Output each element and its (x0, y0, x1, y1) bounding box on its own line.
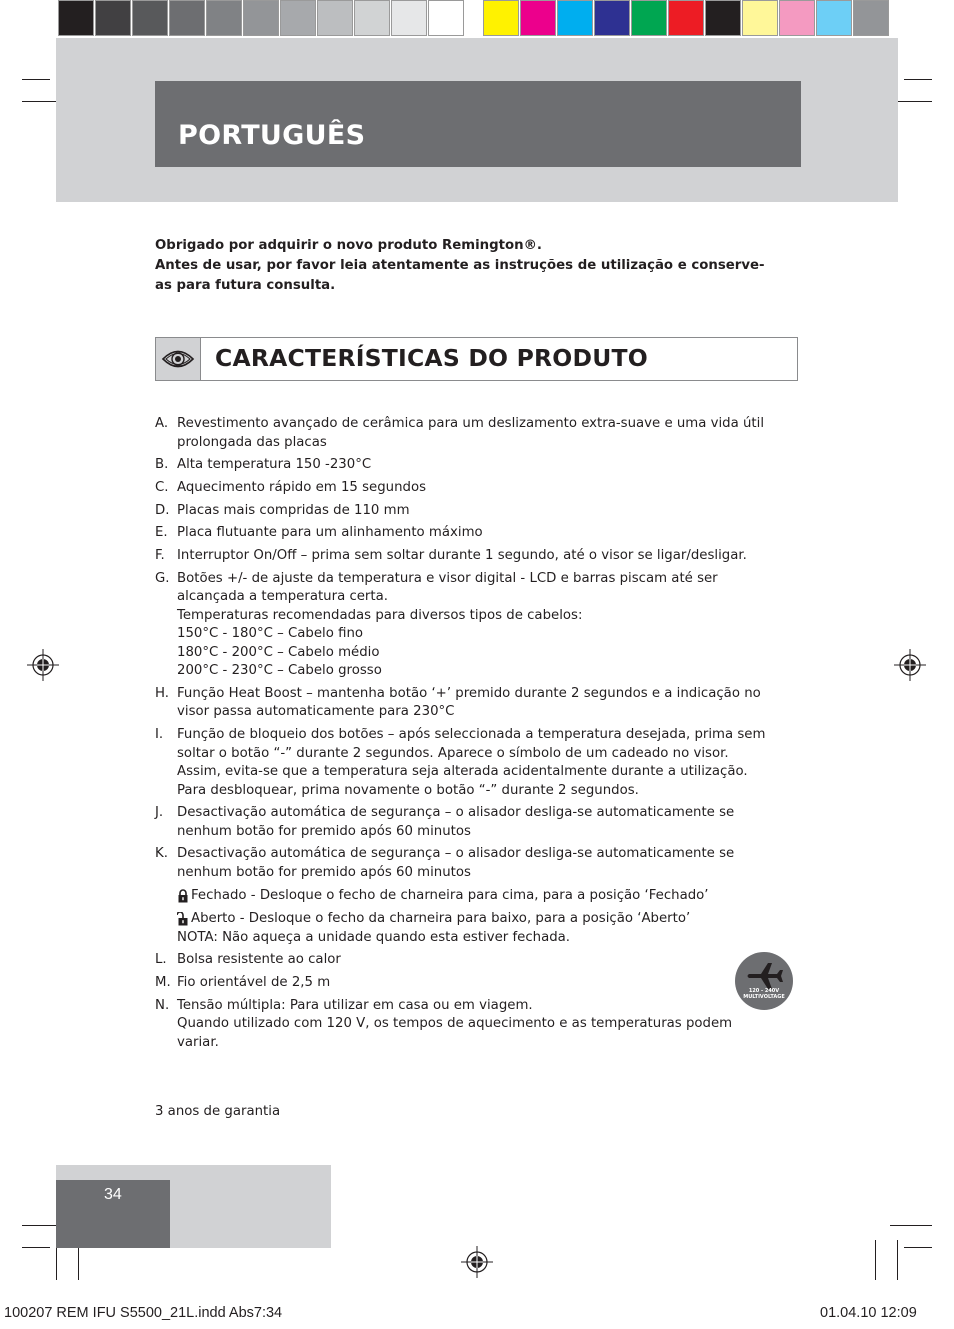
list-item (155, 502, 780, 521)
list-item-letter: C. (155, 479, 169, 495)
list-item-text: Botões +/- de ajuste da temperatura e visor digital - LCD e barras piscam até ser (177, 570, 718, 586)
list-item-letter: D. (155, 502, 170, 518)
list-item (155, 547, 780, 566)
multivoltage-badge (735, 952, 793, 1010)
list-item-text: nenhum botão for premido após 60 minutos (177, 823, 471, 839)
color-swatch (816, 0, 852, 36)
list-item-letter: N. (155, 997, 170, 1013)
color-swatch (58, 0, 94, 36)
list-item-letter: B. (155, 457, 169, 473)
registration-mark-icon (27, 649, 59, 681)
list-item-text: Desactivação automática de segurança – o alisador desliga-se automaticamente se (177, 805, 735, 821)
intro-line: as para futura consulta. (155, 278, 336, 293)
color-swatch (280, 0, 316, 36)
list-item-text: prolongada das placas (177, 434, 327, 450)
list-item (155, 845, 780, 882)
intro-text (155, 236, 785, 296)
crop-mark (904, 1247, 932, 1248)
list-item-letter: G. (155, 570, 170, 586)
color-swatch (668, 0, 704, 36)
list-item-text: nenhum botão for premido após 60 minutos (177, 864, 471, 880)
list-item-text: Interruptor On/Off – prima sem soltar durante 1 segundo, até o visor se ligar/desligar. (177, 547, 747, 563)
list-item-text: 150°C - 180°C – Cabelo fino (177, 626, 364, 642)
list-item (155, 415, 780, 452)
list-item-text: visor passa automaticamente para 230°C (177, 704, 455, 720)
color-swatch (520, 0, 556, 36)
crop-mark (22, 79, 50, 80)
color-swatch (705, 0, 741, 36)
list-item (155, 479, 780, 498)
color-swatch (428, 0, 464, 36)
list-item-text: Função Heat Boost – mantenha botão ‘+’ premido durante 2 segundos e a indicação no (177, 685, 761, 701)
list-item-letter: A. (155, 416, 169, 431)
page-title: PORTUGUÊS (178, 120, 366, 151)
list-item-letter: J. (155, 805, 164, 821)
color-swatch (132, 0, 168, 36)
lock-open-icon (177, 912, 189, 926)
list-item (155, 804, 780, 841)
color-swatch (483, 0, 519, 36)
list-item-text: Alta temperatura 150 -230°C (177, 457, 372, 473)
list-item-text: alcançada a temperatura certa. (177, 589, 388, 605)
list-item (155, 726, 780, 800)
list-item-text: soltar o botão “-” durante 2 segundos. Aparece o símbolo de um cadeado no visor. (177, 745, 729, 761)
list-item-text: 200°C - 230°C – Cabelo grosso (177, 663, 382, 679)
color-swatch (206, 0, 242, 36)
list-item-text: Desactivação automática de segurança – o alisador desliga-se automaticamente se (177, 846, 735, 862)
badge-label: MULTIVOLTAGE (743, 994, 785, 1000)
list-item-letter: E. (155, 525, 168, 541)
color-swatch (631, 0, 667, 36)
list-item (155, 456, 780, 475)
list-item (155, 685, 780, 722)
list-item-text: Bolsa resistente ao calor (177, 952, 341, 968)
airplane-icon (735, 952, 793, 1010)
intro-line: Antes de usar, por favor leia atentamente as instruções de utilização e conserve- (155, 258, 765, 273)
feature-list (155, 415, 780, 1056)
lock-closed-text: Fechado - Desloque o fecho de charneira para cima, para a posição ‘Fechado’ (191, 887, 709, 903)
list-item (155, 524, 780, 543)
list-item-text: Aquecimento rápido em 15 segundos (177, 479, 427, 495)
color-swatch (354, 0, 390, 36)
list-item (155, 570, 780, 681)
list-item (155, 997, 780, 1053)
list-item-letter: F. (155, 547, 165, 563)
color-swatch (169, 0, 205, 36)
crop-mark (904, 79, 932, 80)
list-item-text: Placa flutuante para um alinhamento máximo (177, 525, 483, 541)
color-swatch (317, 0, 353, 36)
color-swatch (391, 0, 427, 36)
section-title: CARACTERÍSTICAS DO PRODUTO (215, 344, 648, 372)
list-item (177, 887, 780, 906)
file-slug: 100207 REM IFU S5500_21L.indd Abs7:34 (4, 1305, 283, 1321)
list-item-text: Temperaturas recomendadas para diversos tipos de cabelos: (177, 607, 583, 623)
list-item-text: Revestimento avançado de cerâmica para um deslizamento extra-suave e uma vida útil (177, 416, 765, 431)
lock-instructions (155, 887, 780, 948)
crop-mark (890, 1225, 932, 1226)
page-number: 34 (104, 1186, 122, 1203)
registration-mark-icon (461, 1246, 493, 1278)
lock-open-text: Aberto - Desloque o fecho da charneira para baixo, para a posição ‘Aberto’ (191, 911, 691, 927)
list-item-text: Placas mais compridas de 110 mm (177, 502, 410, 518)
section-icon-cell (156, 338, 201, 380)
crop-mark (22, 1247, 50, 1248)
warranty-text: 3 anos de garantia (155, 1104, 281, 1119)
intro-line: Obrigado por adquirir o novo produto Remington®. (155, 238, 542, 253)
list-item (155, 951, 780, 970)
lock-note: NOTA: Não aqueça a unidade quando esta estiver fechada. (177, 929, 571, 945)
list-item-text: Assim, evita-se que a temperatura seja alterada acidentalmente durante a utilização. (177, 764, 748, 779)
lock-closed-icon (177, 889, 189, 903)
list-item-text: Tensão múltipla: Para utilizar em casa ou em viagem. (177, 997, 533, 1013)
crop-mark (875, 1240, 876, 1280)
list-item-letter: L. (155, 952, 167, 968)
list-item-text: 180°C - 200°C – Cabelo médio (177, 644, 380, 660)
color-swatch (742, 0, 778, 36)
list-item-text: Fio orientável de 2,5 m (177, 974, 331, 990)
date-slug: 01.04.10 12:09 (820, 1305, 917, 1321)
list-item (155, 974, 780, 993)
crop-mark (897, 1240, 898, 1280)
color-swatch (594, 0, 630, 36)
color-swatch (557, 0, 593, 36)
color-swatch (243, 0, 279, 36)
list-item-text: variar. (177, 1034, 219, 1050)
color-swatch (95, 0, 131, 36)
list-item-text: Quando utilizado com 120 V, os tempos de aquecimento e as temperaturas podem (177, 1016, 733, 1032)
eye-icon (156, 338, 200, 380)
process-color-bar (483, 0, 890, 38)
list-item-letter: M. (155, 974, 171, 990)
color-swatch (779, 0, 815, 36)
list-item (177, 910, 780, 929)
grayscale-color-bar (58, 0, 465, 38)
list-item-text: Função de bloqueio dos botões – após seleccionada a temperatura desejada, prima sem (177, 727, 766, 742)
list-item-text: Para desbloquear, prima novamente o botão “-” durante 2 segundos. (177, 782, 639, 798)
list-item-letter: I. (155, 727, 164, 742)
registration-mark-icon (894, 649, 926, 681)
badge-voltage: 120 - 240V (748, 988, 780, 994)
list-item-letter: H. (155, 685, 169, 701)
list-item-letter: K. (155, 846, 168, 862)
color-swatch (853, 0, 889, 36)
